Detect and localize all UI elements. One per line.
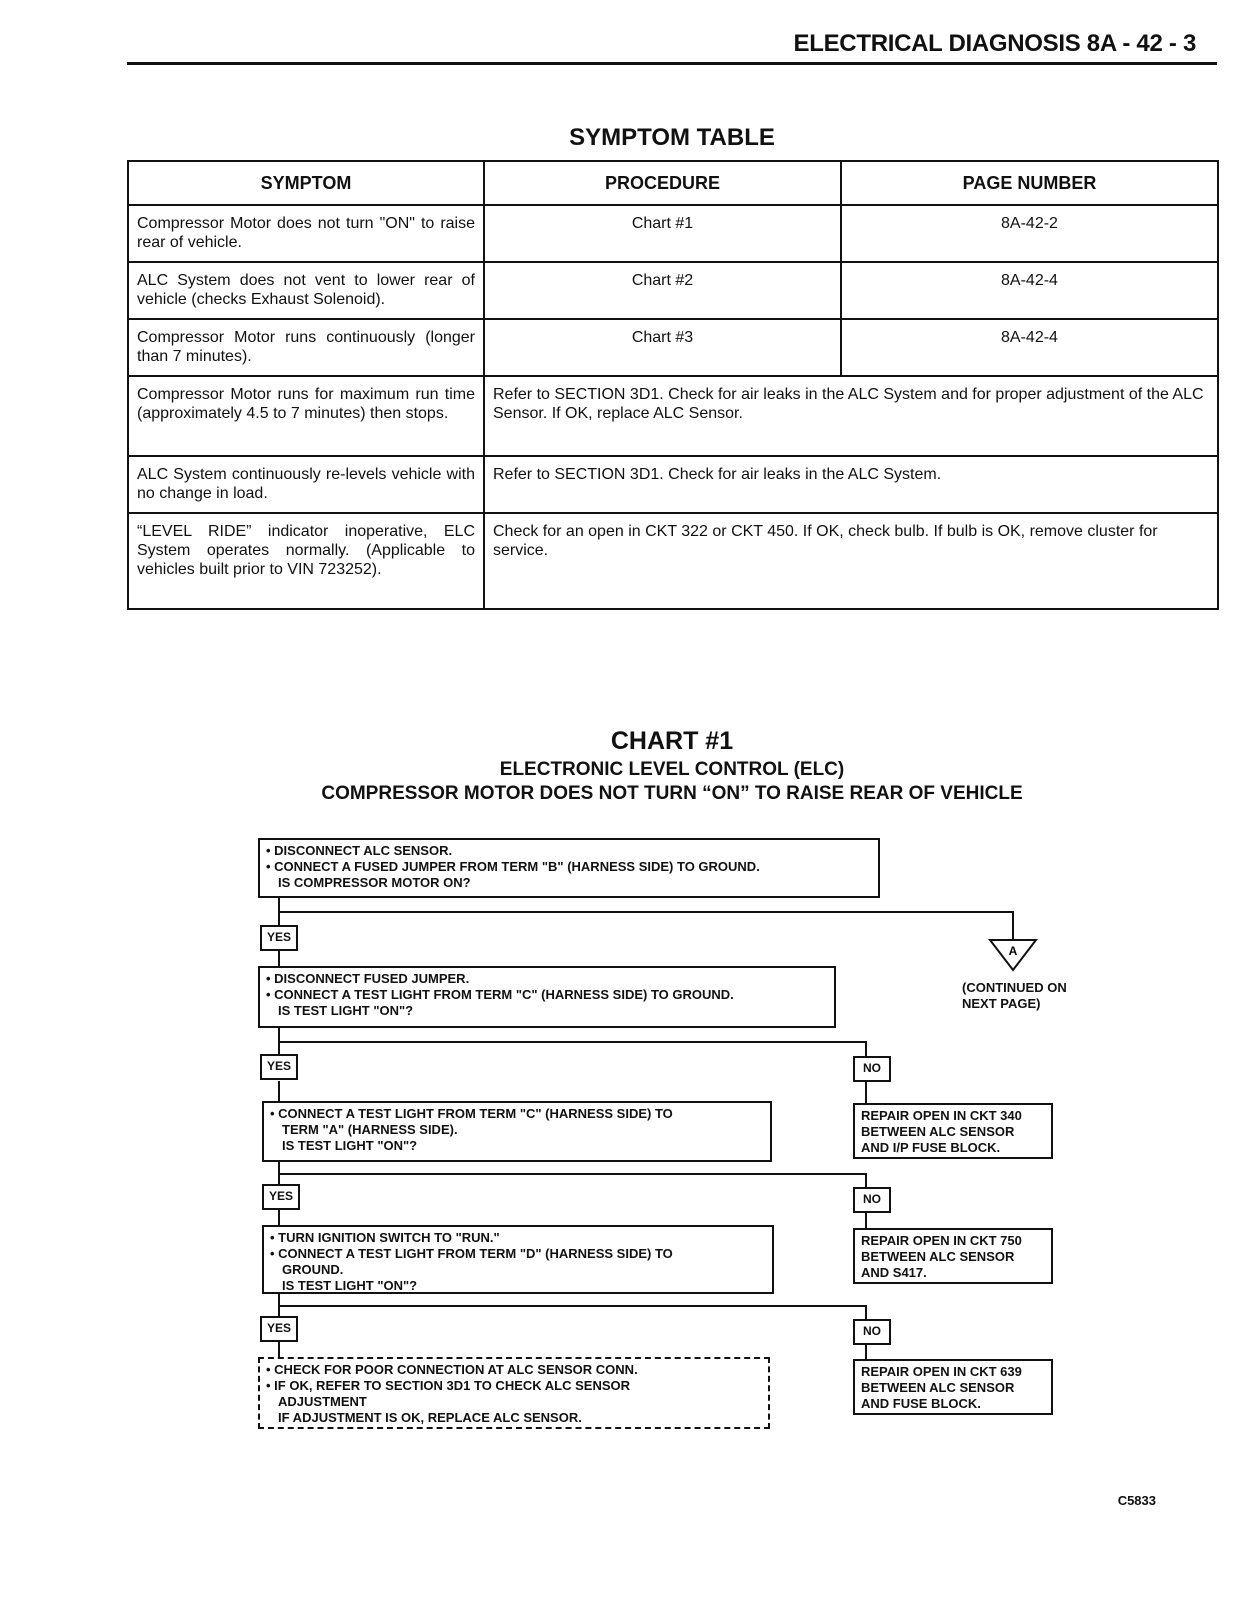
- procedure-page-cell: Check for an open in CKT 322 or CKT 450. If OK, check bulb. If bulb is OK, remove cluster for service.: [484, 513, 1218, 609]
- flow-line: [865, 1041, 867, 1056]
- step-text: TERM "A" (HARNESS SIDE).: [282, 1122, 458, 1137]
- repair-text: AND S417.: [861, 1265, 927, 1280]
- flow-line: [278, 1173, 867, 1175]
- column-header-page-number: PAGE NUMBER: [841, 161, 1218, 205]
- step-text: IF ADJUSTMENT IS OK, REPLACE ALC SENSOR.: [278, 1410, 582, 1425]
- procedure-cell: Chart #1: [484, 205, 841, 262]
- symptom-cell: Compressor Motor runs for maximum run time (approximately 4.5 to 7 minutes) then stops.: [128, 376, 484, 456]
- continued-note-line: (CONTINUED ON: [962, 980, 1067, 995]
- table-row: [128, 262, 1218, 319]
- flow-step-5-final: [258, 1357, 770, 1429]
- flow-line: [865, 1344, 867, 1360]
- table-row: [128, 319, 1218, 376]
- chart-subtitle-symptom: COMPRESSOR MOTOR DOES NOT TURN “ON” TO RAISE REAR OF VEHICLE: [321, 783, 1023, 804]
- symptom-cell: ALC System continuously re-levels vehicle with no change in load.: [128, 456, 484, 513]
- repair-text: REPAIR OPEN IN CKT 750: [861, 1233, 1022, 1248]
- header-rule: [127, 62, 1217, 65]
- table-header-row: [128, 161, 1218, 205]
- step-text: • IF OK, REFER TO SECTION 3D1 TO CHECK ALC SENSOR: [266, 1378, 631, 1393]
- flow-line: [278, 1342, 280, 1358]
- flow-line: [278, 911, 1014, 913]
- figure-code: C5833: [1117, 1493, 1156, 1508]
- offpage-connector-a-icon: [988, 938, 1038, 972]
- repair-box-3: [853, 1359, 1053, 1415]
- procedure-page-cell: Refer to SECTION 3D1. Check for air leaks in the ALC System.: [484, 456, 1218, 513]
- page-cell: 8A-42-4: [841, 262, 1218, 319]
- step-text: • CONNECT A FUSED JUMPER FROM TERM "B" (HARNESS SIDE) TO GROUND.: [266, 859, 760, 874]
- step-text: GROUND.: [282, 1262, 344, 1277]
- flow-line: [278, 950, 280, 967]
- connector-label: A: [1008, 944, 1018, 958]
- no-label: NO: [853, 1187, 891, 1213]
- repair-text: BETWEEN ALC SENSOR: [861, 1124, 1015, 1139]
- chart-subtitle: ELECTRONIC LEVEL CONTROL (ELC): [499, 759, 845, 780]
- repair-text: BETWEEN ALC SENSOR: [861, 1380, 1015, 1395]
- step-text: • CONNECT A TEST LIGHT FROM TERM "C" (HARNESS SIDE) TO: [270, 1106, 673, 1121]
- flow-step-3: [262, 1101, 772, 1162]
- yes-label: YES: [260, 925, 298, 951]
- flow-line: [278, 1210, 280, 1226]
- repair-text: REPAIR OPEN IN CKT 639: [861, 1364, 1022, 1379]
- table-row: [128, 513, 1218, 609]
- repair-text: BETWEEN ALC SENSOR: [861, 1249, 1015, 1264]
- page-cell: 8A-42-4: [841, 319, 1218, 376]
- column-header-symptom: SYMPTOM: [128, 161, 484, 205]
- no-label: NO: [853, 1319, 891, 1345]
- step-text: • CONNECT A TEST LIGHT FROM TERM "C" (HARNESS SIDE) TO GROUND.: [266, 987, 734, 1002]
- step-text: • CONNECT A TEST LIGHT FROM TERM "D" (HARNESS SIDE) TO: [270, 1246, 673, 1261]
- flow-line: [278, 1041, 867, 1043]
- step-text: • TURN IGNITION SWITCH TO "RUN.": [270, 1230, 500, 1245]
- repair-box-2: [853, 1228, 1053, 1284]
- step-question: IS TEST LIGHT "ON"?: [282, 1278, 418, 1293]
- yes-label: YES: [260, 1054, 298, 1080]
- column-header-procedure: PROCEDURE: [484, 161, 841, 205]
- procedure-cell: Chart #3: [484, 319, 841, 376]
- yes-label: YES: [262, 1184, 300, 1210]
- step-question: IS TEST LIGHT "ON"?: [278, 1003, 414, 1018]
- flow-line: [278, 1081, 280, 1102]
- flow-line: [865, 1213, 867, 1229]
- flow-line: [865, 1173, 867, 1188]
- flow-line: [865, 1305, 867, 1320]
- step-question: IS COMPRESSOR MOTOR ON?: [278, 875, 471, 890]
- table-row: [128, 456, 1218, 513]
- step-text: • DISCONNECT ALC SENSOR.: [266, 843, 453, 858]
- flow-step-1: [258, 838, 880, 898]
- flow-step-2: [258, 966, 836, 1028]
- chart-title: CHART #1: [610, 727, 734, 755]
- step-text: ADJUSTMENT: [278, 1394, 367, 1409]
- repair-text: AND FUSE BLOCK.: [861, 1396, 981, 1411]
- symptom-cell: Compressor Motor runs continuously (longer than 7 minutes).: [128, 319, 484, 376]
- page-cell: 8A-42-2: [841, 205, 1218, 262]
- symptom-cell: “LEVEL RIDE” indicator inoperative, ELC System operates normally. (Applicable to vehicles built prior to VIN 723252).: [128, 513, 484, 609]
- table-row: [128, 205, 1218, 262]
- continued-note-line: NEXT PAGE): [962, 996, 1041, 1011]
- procedure-cell: Chart #2: [484, 262, 841, 319]
- table-row: [128, 376, 1218, 456]
- flow-line: [1012, 911, 1014, 940]
- flow-step-4: [262, 1225, 774, 1294]
- yes-label: YES: [260, 1316, 298, 1342]
- flow-line: [278, 1305, 867, 1307]
- step-text: • DISCONNECT FUSED JUMPER.: [266, 971, 470, 986]
- repair-box-1: [853, 1103, 1053, 1159]
- step-question: IS TEST LIGHT "ON"?: [282, 1138, 418, 1153]
- repair-text: AND I/P FUSE BLOCK.: [861, 1140, 1001, 1155]
- procedure-page-cell: Refer to SECTION 3D1. Check for air leaks in the ALC System and for proper adjustment of the ALC Sensor. If OK, replace ALC Sensor.: [484, 376, 1218, 456]
- flow-line: [865, 1082, 867, 1104]
- continued-note: [962, 980, 1067, 1012]
- symptom-cell: ALC System does not vent to lower rear of vehicle (checks Exhaust Solenoid).: [128, 262, 484, 319]
- repair-text: REPAIR OPEN IN CKT 340: [861, 1108, 1022, 1123]
- symptom-cell: Compressor Motor does not turn "ON" to raise rear of vehicle.: [128, 205, 484, 262]
- page-header: ELECTRICAL DIAGNOSIS 8A - 42 - 3: [793, 30, 1196, 57]
- symptom-table: [127, 160, 1219, 610]
- symptom-table-title: SYMPTOM TABLE: [569, 124, 775, 151]
- no-label: NO: [853, 1056, 891, 1082]
- step-text: • CHECK FOR POOR CONNECTION AT ALC SENSOR CONN.: [266, 1362, 638, 1377]
